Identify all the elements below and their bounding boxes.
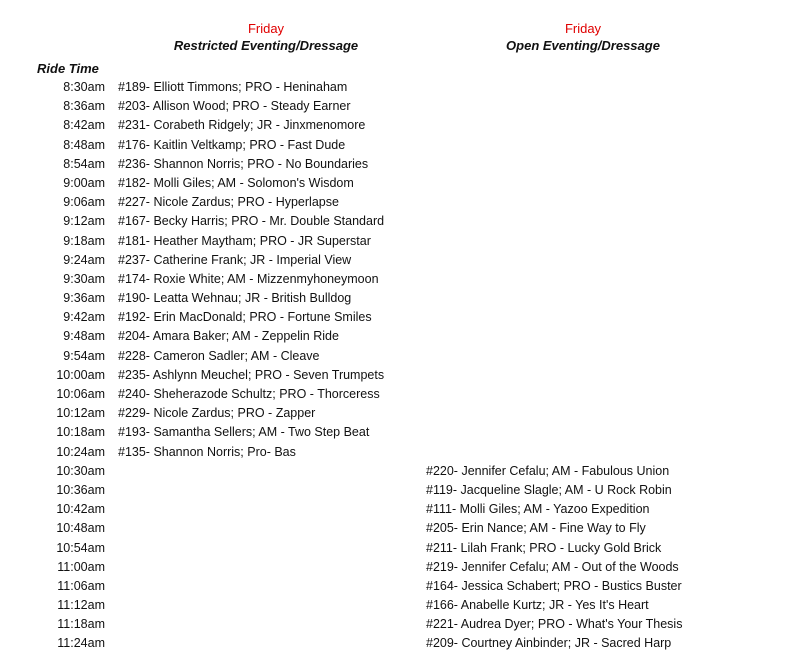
day-label: Friday	[564, 21, 602, 36]
restricted-entry: #189- Elliott Timmons; PRO - Heninaham	[118, 80, 348, 94]
schedule-row	[0, 634, 808, 653]
ride-time: 10:42am	[56, 502, 105, 517]
schedule-row	[0, 423, 808, 442]
schedule-table	[0, 78, 808, 654]
ride-time: 11:12am	[57, 598, 105, 613]
restricted-column-header	[106, 21, 426, 54]
schedule-row	[0, 462, 808, 481]
schedule-row	[0, 558, 808, 577]
open-entry: #164- Jessica Schabert; PRO - Bustics Buster	[426, 578, 682, 593]
schedule-row	[0, 327, 808, 346]
schedule-row	[0, 193, 808, 212]
open-entry: #220- Jennifer Cefalu; AM - Fabulous Union	[426, 463, 670, 478]
ride-time: 10:36am	[56, 482, 105, 497]
ride-time: 11:24am	[57, 636, 105, 651]
ride-time: 10:12am	[56, 406, 105, 421]
ride-time: 10:54am	[56, 540, 105, 555]
restricted-entry: #167- Becky Harris; PRO - Mr. Double Standard	[118, 214, 385, 229]
restricted-entry: #235- Ashlynn Meuchel; PRO - Seven Trumpets	[118, 367, 385, 382]
restricted-entry: #236- Shannon Norris; PRO - No Boundaries	[118, 156, 369, 171]
open-entry: #205- Erin Nance; AM - Fine Way to Fly	[426, 521, 646, 536]
schedule-row	[0, 404, 808, 423]
open-entry: #166- Anabelle Kurtz; JR - Yes It's Heart	[426, 598, 649, 613]
restricted-entry: #203- Allison Wood; PRO - Steady Earner	[118, 99, 351, 114]
ride-time: 9:30am	[63, 271, 105, 286]
division-title: Restricted Eventing/Dressage	[173, 38, 359, 53]
schedule-row	[0, 97, 808, 116]
schedule-row	[0, 443, 808, 462]
schedule-row	[0, 289, 808, 308]
ride-time: 9:24am	[63, 252, 105, 267]
restricted-entry: #237- Catherine Frank; JR - Imperial View	[118, 252, 352, 267]
ride-time: 9:00am	[63, 175, 105, 190]
schedule-row	[0, 251, 808, 270]
ride-time: 9:54am	[63, 348, 105, 363]
restricted-entry: #240- Sheherazode Schultz; PRO - Thorceress	[118, 387, 380, 401]
open-entry: #211- Lilah Frank; PRO - Lucky Gold Brick	[426, 540, 662, 555]
open-column-header	[423, 21, 743, 54]
restricted-entry: #174- Roxie White; AM - Mizzenmyhoneymoon	[118, 271, 379, 286]
schedule-row	[0, 596, 808, 615]
restricted-entry: #227- Nicole Zardus; PRO - Hyperlapse	[118, 195, 339, 210]
schedule-row	[0, 519, 808, 538]
restricted-entry: #135- Shannon Norris; Pro- Bas	[118, 444, 296, 459]
schedule-row	[0, 500, 808, 519]
schedule-row	[0, 155, 808, 174]
ride-time: 8:30am	[63, 80, 105, 94]
ride-time: 10:06am	[56, 387, 105, 401]
schedule-row	[0, 136, 808, 155]
open-entry: #221- Audrea Dyer; PRO - What's Your Thesis	[426, 617, 683, 632]
ride-time: 10:18am	[56, 425, 105, 440]
ride-time: 9:18am	[63, 233, 105, 248]
ride-time: 10:24am	[56, 444, 105, 459]
ride-time: 11:18am	[57, 617, 105, 632]
ride-time: 9:42am	[63, 310, 105, 325]
schedule-row	[0, 577, 808, 596]
schedule-row	[0, 539, 808, 558]
ride-time: 10:00am	[56, 367, 105, 382]
restricted-entry: #182- Molli Giles; AM - Solomon's Wisdom	[118, 175, 354, 190]
ride-time: 10:30am	[56, 463, 105, 478]
ride-time-heading: Ride Time	[37, 61, 99, 76]
restricted-entry: #181- Heather Maytham; PRO - JR Superstar	[118, 233, 371, 248]
division-title: Open Eventing/Dressage	[506, 38, 660, 53]
open-entry: #111- Molli Giles; AM - Yazoo Expedition	[426, 502, 650, 517]
schedule-row	[0, 385, 808, 404]
restricted-entry: #228- Cameron Sadler; AM - Cleave	[118, 348, 320, 363]
ride-time: 8:42am	[63, 118, 105, 133]
ride-time: 10:48am	[56, 521, 105, 536]
restricted-entry: #192- Erin MacDonald; PRO - Fortune Smiles	[118, 310, 372, 325]
restricted-entry: #229- Nicole Zardus; PRO - Zapper	[118, 406, 316, 421]
schedule-row	[0, 615, 808, 634]
ride-time: 9:48am	[63, 329, 105, 344]
open-entry: #219- Jennifer Cefalu; AM - Out of the Woods	[426, 559, 679, 574]
ride-time: 8:48am	[63, 137, 105, 152]
schedule-row	[0, 78, 808, 97]
ride-time: 11:00am	[57, 559, 105, 574]
schedule-row	[0, 366, 808, 385]
open-entry: #119- Jacqueline Slagle; AM - U Rock Robin	[426, 482, 672, 497]
schedule-row	[0, 270, 808, 289]
ride-time: 8:36am	[63, 99, 105, 114]
schedule-row	[0, 212, 808, 231]
ride-time: 9:06am	[63, 195, 105, 210]
restricted-entry: #176- Kaitlin Veltkamp; PRO - Fast Dude	[118, 137, 346, 152]
day-label: Friday	[247, 21, 285, 36]
restricted-entry: #204- Amara Baker; AM - Zeppelin Ride	[118, 329, 339, 344]
schedule-row	[0, 347, 808, 366]
ride-time: 8:54am	[63, 156, 105, 171]
schedule-row	[0, 116, 808, 135]
schedule-row	[0, 174, 808, 193]
open-entry: #209- Courtney Ainbinder; JR - Sacred Harp	[426, 636, 672, 651]
schedule-row	[0, 232, 808, 251]
restricted-entry: #193- Samantha Sellers; AM - Two Step Beat	[118, 425, 370, 440]
schedule-row	[0, 481, 808, 500]
restricted-entry: #231- Corabeth Ridgely; JR - Jinxmenomore	[118, 118, 366, 133]
schedule-row	[0, 308, 808, 327]
ride-time: 9:12am	[63, 214, 105, 229]
ride-time: 11:06am	[57, 578, 105, 593]
ride-time: 9:36am	[63, 291, 105, 306]
restricted-entry: #190- Leatta Wehnau; JR - British Bulldog	[118, 291, 352, 306]
